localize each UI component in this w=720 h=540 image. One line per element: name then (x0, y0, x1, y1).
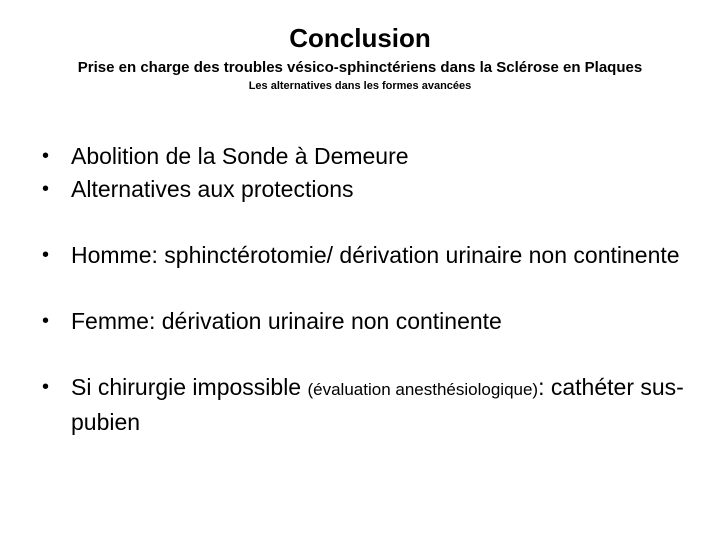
bullet-text: Femme: dérivation urinaire non continente (71, 308, 502, 334)
slide-subtitle: Prise en charge des troubles vésico-sphinctériens dans la Sclérose en Plaques (77, 59, 643, 76)
bullet-item (40, 371, 700, 439)
bullet-item (40, 305, 700, 338)
bullet-item (40, 239, 700, 272)
slide-header (0, 22, 720, 93)
bullet-dot-icon: • (42, 145, 50, 167)
bullet-text: Homme: sphinctérotomie/ dérivation urinaire non continente (71, 242, 680, 268)
bullet-text: Alternatives aux protections (71, 176, 354, 202)
bullet-list (40, 140, 700, 439)
bullet-dot-icon: • (42, 178, 50, 200)
bullet-text-end: : cathéter sus-pubien (71, 374, 684, 435)
bullet-text (71, 374, 684, 435)
bullet-item (40, 140, 700, 173)
bullet-dot-icon: • (42, 376, 50, 398)
bullet-text-parenthetical: (évaluation anesthésiologique) (307, 380, 539, 399)
slide-subtitle-secondary: Les alternatives dans les formes avancées (248, 80, 472, 92)
slide-title: Conclusion (289, 23, 431, 53)
bullet-item (40, 173, 700, 206)
bullet-dot-icon: • (42, 310, 50, 332)
bullet-text: Abolition de la Sonde à Demeure (71, 143, 409, 169)
bullet-dot-icon: • (42, 244, 50, 266)
bullet-text-start: Si chirurgie impossible (71, 374, 308, 400)
